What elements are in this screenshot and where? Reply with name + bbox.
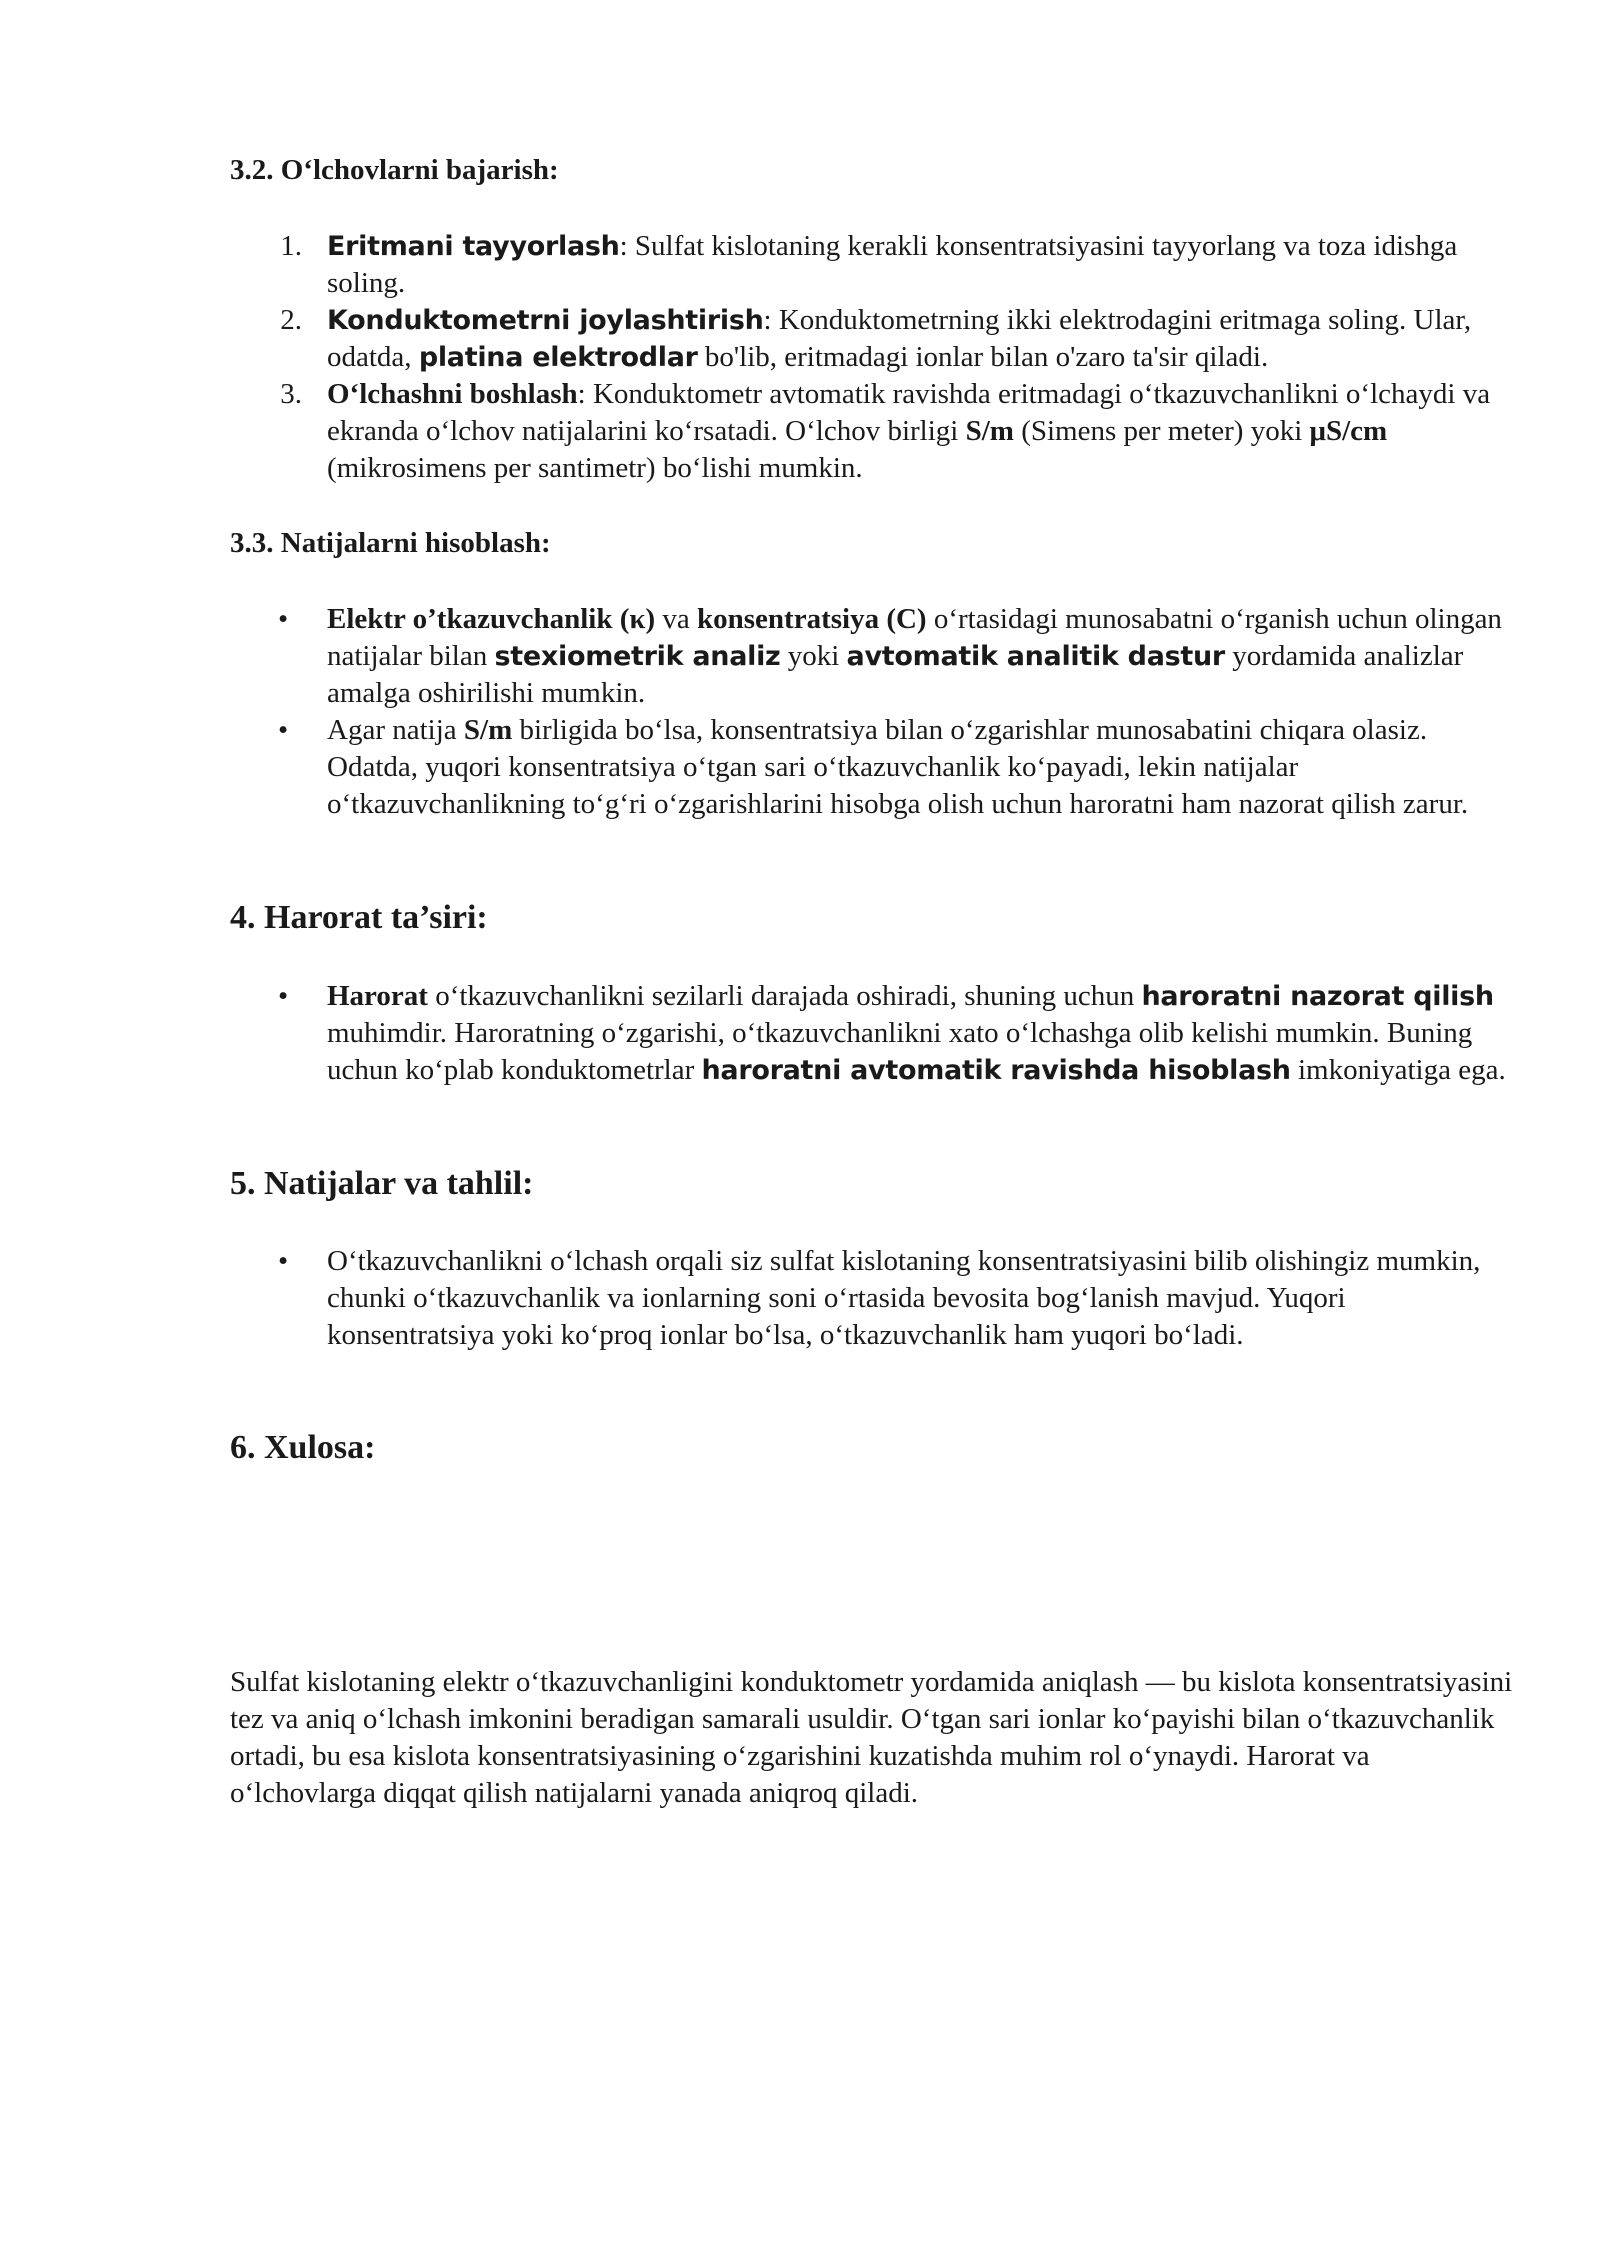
section-6-heading: 6. Xulosa: <box>230 1429 376 1466</box>
list-item: 3. O‘lchashni boshlash: Konduktometr avtomatik ravishda eritmadagi o‘tkazuvchanlikni o‘lchaydi va ekranda o‘lchov natijalarini ko‘rsatadi. O‘lchov birligi S/m (Simens per meter) yoki μS/cm (mikrosimens per santimetr) bo‘lishi mumkin. <box>230 376 1520 487</box>
measurement-steps-list <box>230 228 1520 487</box>
list-item: 2. Konduktometrni joylashtirish: Konduktometrning ikki elektrodagini eritmaga soling. Ular, odatda, platina elektrodlar bo'lib, eritmadagi ionlar bilan o'zaro ta'sir qiladi. <box>230 302 1520 376</box>
step-term: Konduktometrni joylashtirish <box>327 305 764 336</box>
bullet-icon: • <box>278 1245 289 1277</box>
section-3-2-heading: 3.2. O‘lchovlarni bajarish: <box>230 154 559 186</box>
list-item: • Elektr o’tkazuvchanlik (κ) va konsentratsiya (C) o‘rtasidagi munosabatni o‘rganish uchun olingan natijalar bilan stexiometrik analiz yoki avtomatik analitik dastur yordamida analizlar amalga oshirilishi mumkin. <box>278 603 1502 709</box>
temperature-bullet-list <box>230 978 1520 1089</box>
list-number: 2. <box>280 304 302 336</box>
step-term: Eritmani tayyorlash <box>327 231 620 262</box>
section-5-heading: 5. Natijalar va tahlil: <box>230 1165 534 1202</box>
bullet-icon: • <box>278 603 289 635</box>
list-item: 1. Eritmani tayyorlash: Sulfat kislotaning kerakli konsentratsiyasini tayyorlang va toza idishga soling. <box>230 228 1520 302</box>
list-item: • O‘tkazuvchanlikni o‘lchash orqali siz sulfat kislotaning konsentratsiyasini bilib olishingiz mumkin, chunki o‘tkazuvchanlik va ionlarning soni o‘rtasida bevosita bog‘lanish mavjud. Yuqori konsentratsiya yoki ko‘proq ionlar bo‘lsa, o‘tkazuvchanlik ham yuqori bo‘ladi. <box>278 1245 1481 1351</box>
section-3-3-heading: 3.3. Natijalarni hisoblash: <box>230 527 551 559</box>
list-item: • Harorat o‘tkazuvchanlikni sezilarli darajada oshiradi, shuning uchun haroratni nazorat qilish muhimdir. Haroratning o‘zgarishi, o‘tkazuvchanlikni xato o‘lchashga olib kelishi mumkin. Buning uchun ko‘plab konduktometrlar haroratni avtomatik ravishda hisoblash imkoniyatiga ega. <box>278 980 1506 1086</box>
list-number: 3. <box>280 378 302 410</box>
bullet-icon: • <box>278 980 289 1012</box>
list-number: 1. <box>280 230 302 262</box>
conclusion-paragraph: Sulfat kislotaning elektr o‘tkazuvchanligini konduktometr yordamida aniqlash — bu kislota konsentratsiyasini tez va aniq o‘lchash imkonini beradigan samarali usuldir. O‘tgan sari ionlar ko‘payishi bilan o‘tkazuvchanlik ortadi, bu esa kislota konsentratsiyasining o‘zgarishini kuzatishda muhim rol o‘ynaydi. Harorat va o‘lchovlarga diqqat qilish natijalarni yanada aniqroq qiladi. <box>230 1666 1513 1809</box>
list-item: • Agar natija S/m birligida bo‘lsa, konsentratsiya bilan o‘zgarishlar munosabatini chiqara olasiz. Odatda, yuqori konsentratsiya o‘tgan sari o‘tkazuvchanlik ko‘payadi, lekin natijalar o‘tkazuvchanlikning to‘g‘ri o‘zgarishlarini hisobga olish uchun haroratni ham nazorat qilish zarur. <box>278 714 1469 820</box>
step-term: O‘lchashni boshlash <box>327 378 578 410</box>
section-4-heading: 4. Harorat ta’siri: <box>230 899 488 936</box>
results-bullet-list <box>230 601 1520 823</box>
analysis-bullet-list <box>230 1243 1520 1354</box>
bullet-icon: • <box>278 714 289 746</box>
